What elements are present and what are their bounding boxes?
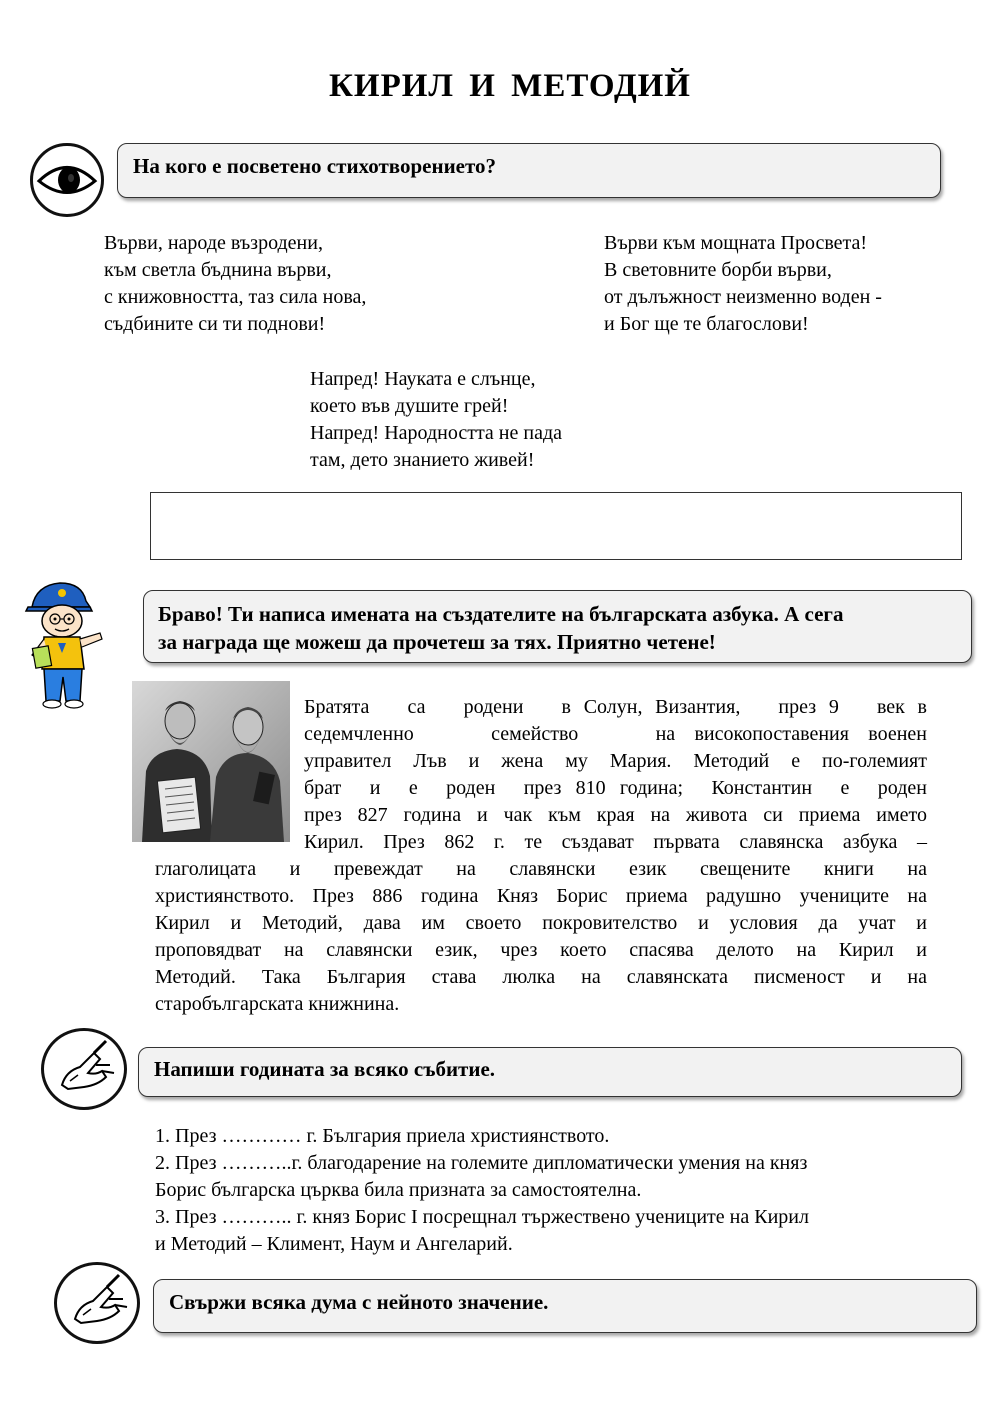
praise-line: Браво! Ти написа имената на създателите на българската азбука. А сега xyxy=(158,602,844,626)
event-line: 2. През ………..г. благодарение на големите дипломатически умения на княз xyxy=(155,1152,808,1174)
events-list xyxy=(155,1123,935,1258)
bio-line: Братята са родени в Солун, Византия, през 9 век в xyxy=(304,696,927,718)
question-text: Напиши годината за всяко събитие. xyxy=(154,1057,496,1081)
poem-line: В световните борби върви, xyxy=(604,259,832,281)
event-line: и Методий – Климент, Наум и Ангеларий. xyxy=(155,1233,513,1255)
biography-text-bottom xyxy=(155,856,927,1018)
poem-line: Напред! Народността не пада xyxy=(310,422,563,444)
biography-text-top xyxy=(304,694,927,856)
answer-input-box[interactable] xyxy=(150,492,962,560)
bio-line: Кирил и Методий, дава им своето покровителство и условия да учат и xyxy=(155,912,927,934)
bio-line: седемчленно семейство на високопоставения военен xyxy=(304,723,927,745)
praise-message-box xyxy=(143,590,972,663)
cyril-methodius-portrait xyxy=(132,681,290,842)
bio-line: Кирил. През 862 г. те създават първата славянска азбука – xyxy=(304,831,927,853)
event-line: Борис българска църква била призната за самостоятелна. xyxy=(155,1179,642,1201)
page-title: КИРИЛ И МЕТОДИЙ xyxy=(329,68,691,104)
poem-line: и Бог ще те благослови! xyxy=(604,313,809,335)
poem-line: съдбините си ти поднови! xyxy=(104,313,326,335)
poem-line: Върви, народе възродени, xyxy=(104,232,323,254)
question-box-match xyxy=(153,1279,977,1333)
poem-line: Напред! Науката е слънце, xyxy=(310,368,536,390)
bio-line: брат и е роден през 810 година; Константин е роден xyxy=(304,777,927,799)
event-line: 3. През ……….. г. княз Борис I посрещнал тържествено учениците на Кирил xyxy=(155,1206,809,1228)
bio-line: старобългарската книжнина. xyxy=(155,993,400,1015)
bio-line: Методий. Така България става люлка на славянската писменост и на xyxy=(155,966,927,988)
writing-hand-icon xyxy=(54,1262,140,1344)
poem-line: Върви към мощната Просвета! xyxy=(604,232,868,254)
poem-line: от дълъжност неизменно воден - xyxy=(604,286,882,308)
bio-line: проповядват на славянски език, чрез което спасява делото на Кирил и xyxy=(155,939,927,961)
question-box-poem xyxy=(117,143,941,198)
bio-line: християнството. През 886 година Княз Борис приема радушно учениците на xyxy=(155,885,927,907)
poem-line: което във душите грей! xyxy=(310,395,509,417)
eye-icon xyxy=(30,143,104,217)
poem-stanza-left xyxy=(104,230,366,338)
boy-mascot-icon xyxy=(22,577,114,709)
poem-line: към светла бъднина върви, xyxy=(104,259,332,281)
poem-line: с книжовността, таз сила нова, xyxy=(104,286,367,308)
writing-hand-icon xyxy=(41,1028,127,1110)
poem-stanza-center xyxy=(310,366,562,474)
question-text: На кого е посветено стихотворението? xyxy=(133,154,497,178)
bio-line: глаголицата и превеждат на славянски език свещените книги на xyxy=(155,858,927,880)
praise-line: за награда ще можеш да прочетеш за тях. Приятно четене! xyxy=(158,630,716,654)
question-text: Свържи всяка дума с нейното значение. xyxy=(169,1290,549,1314)
poem-stanza-right xyxy=(604,230,882,338)
poem-line: там, дето знанието живей! xyxy=(310,449,535,471)
event-line: 1. През ………… г. България приела християнството. xyxy=(155,1125,610,1147)
bio-line: управител Лъв и жена му Мария. Методий е по-големият xyxy=(304,750,927,772)
bio-line: през 827 година и чак към края на живота си приема името xyxy=(304,804,927,826)
question-box-years xyxy=(138,1047,962,1097)
